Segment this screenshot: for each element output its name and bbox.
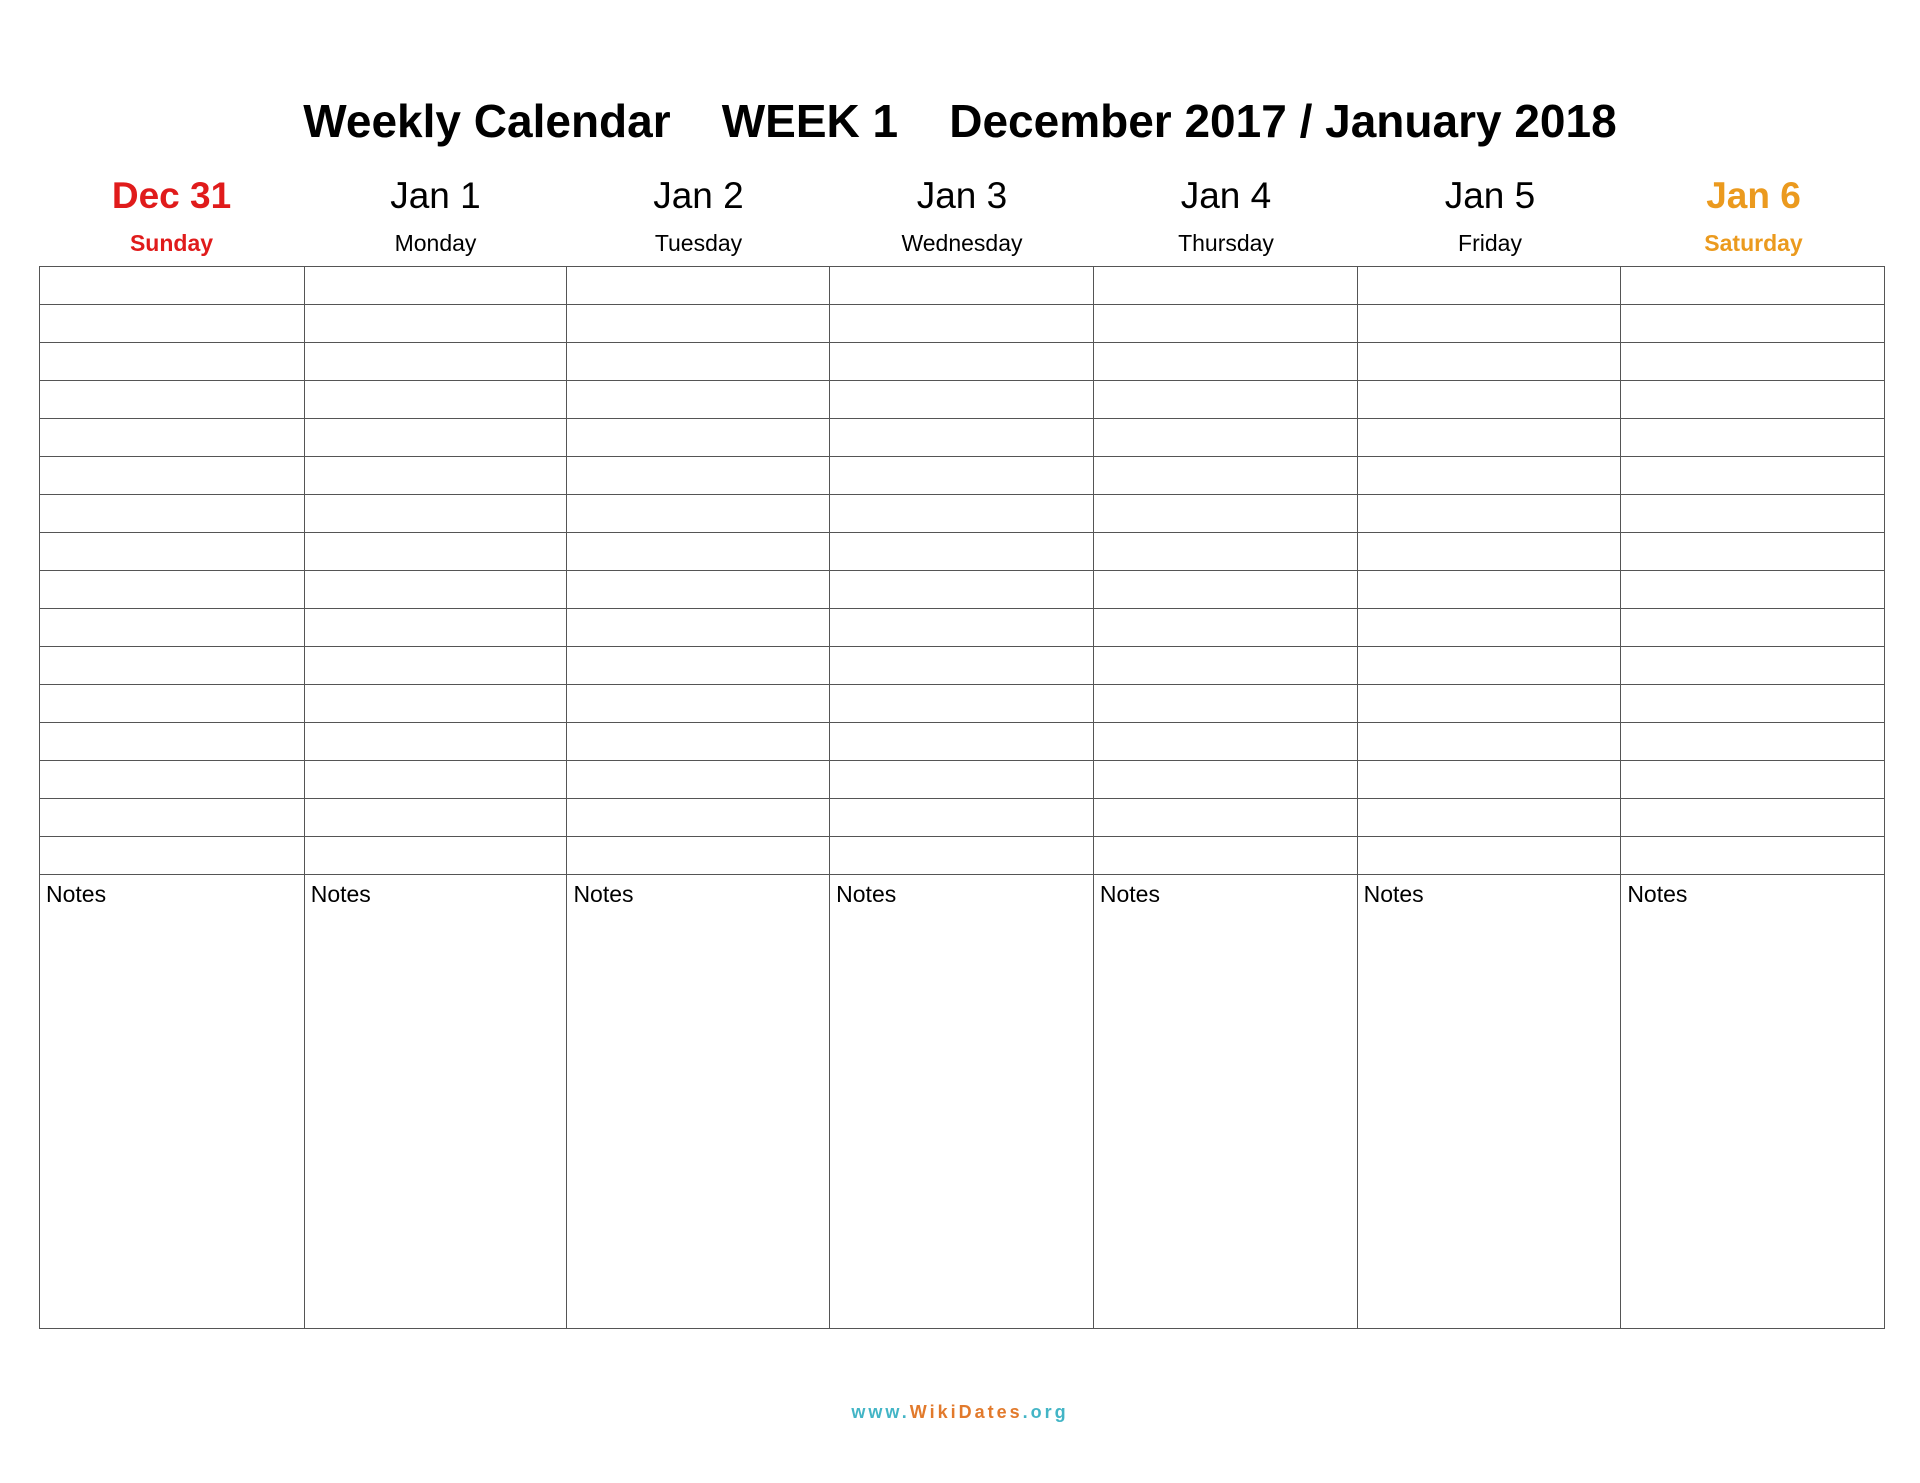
time-slot-cell[interactable] — [1621, 495, 1884, 533]
day-name: Monday — [394, 230, 477, 256]
day-column-sunday — [40, 267, 305, 1328]
time-slot-cell[interactable] — [305, 647, 567, 685]
day-column-thursday — [1094, 267, 1358, 1328]
time-slot-cell[interactable] — [1621, 305, 1884, 343]
day-date: Jan 3 — [916, 175, 1008, 216]
time-slot-cell[interactable] — [40, 609, 304, 647]
day-date: Dec 31 — [111, 175, 232, 216]
time-slot-cell[interactable] — [1358, 457, 1621, 495]
time-slot-cell[interactable] — [1358, 571, 1621, 609]
time-slot-cell[interactable] — [1621, 419, 1884, 457]
notes-label: Notes — [1363, 881, 1424, 907]
notes-label: Notes — [1627, 881, 1688, 907]
day-header-monday — [304, 176, 567, 266]
time-slot-cell[interactable] — [305, 495, 567, 533]
time-slot-cell[interactable] — [567, 609, 829, 647]
day-header-thursday — [1094, 176, 1358, 266]
day-date: Jan 6 — [1706, 175, 1801, 216]
time-slot-cell[interactable] — [305, 761, 567, 799]
day-column-monday — [305, 267, 568, 1328]
time-slot-cell[interactable] — [830, 761, 1093, 799]
notes-label: Notes — [310, 881, 371, 907]
time-slot-cell[interactable] — [567, 837, 829, 875]
day-column-friday — [1358, 267, 1622, 1328]
time-slot-cell[interactable] — [40, 799, 304, 837]
time-slot-cell[interactable] — [1094, 647, 1357, 685]
notes-cell[interactable] — [567, 875, 829, 1328]
time-slot-cell[interactable] — [40, 457, 304, 495]
day-date: Jan 4 — [1180, 175, 1272, 216]
time-slot-cell[interactable] — [1094, 799, 1357, 837]
day-date: Jan 2 — [653, 175, 744, 216]
footer-prefix: www. — [851, 1402, 910, 1422]
time-slot-cell[interactable] — [567, 761, 829, 799]
time-slot-cell[interactable] — [40, 647, 304, 685]
day-name: Saturday — [1704, 230, 1803, 256]
time-slot-cell[interactable] — [567, 533, 829, 571]
time-slot-cell[interactable] — [1094, 685, 1357, 723]
time-slot-cell[interactable] — [567, 457, 829, 495]
day-header-friday — [1358, 176, 1622, 266]
day-name: Tuesday — [654, 230, 743, 256]
time-slot-cell[interactable] — [567, 647, 829, 685]
day-header-wednesday — [830, 176, 1094, 266]
day-name: Thursday — [1178, 230, 1274, 256]
time-slot-cell[interactable] — [1358, 799, 1621, 837]
day-header-saturday — [1622, 176, 1885, 266]
time-slot-cell[interactable] — [830, 571, 1093, 609]
time-slot-cell[interactable] — [40, 419, 304, 457]
time-slot-cell[interactable] — [567, 305, 829, 343]
time-slot-cell[interactable] — [567, 685, 829, 723]
time-slot-cell[interactable] — [305, 685, 567, 723]
time-slot-cell[interactable] — [305, 305, 567, 343]
day-name: Sunday — [129, 230, 214, 256]
time-slot-cell[interactable] — [1094, 761, 1357, 799]
time-slot-cell[interactable] — [830, 305, 1093, 343]
time-slot-cell[interactable] — [1094, 457, 1357, 495]
time-slot-cell[interactable] — [1094, 837, 1357, 875]
time-slot-cell[interactable] — [830, 533, 1093, 571]
time-slot-cell[interactable] — [830, 419, 1093, 457]
time-slot-cell[interactable] — [830, 495, 1093, 533]
time-slot-cell[interactable] — [1621, 343, 1884, 381]
notes-cell[interactable] — [1621, 875, 1884, 1328]
time-slot-cell[interactable] — [1621, 457, 1884, 495]
time-slot-cell[interactable] — [830, 837, 1093, 875]
time-slot-cell[interactable] — [567, 381, 829, 419]
time-slot-cell[interactable] — [1094, 571, 1357, 609]
time-slot-cell[interactable] — [1621, 267, 1884, 305]
time-slot-cell[interactable] — [1358, 419, 1621, 457]
time-slot-cell[interactable] — [1094, 267, 1357, 305]
time-slot-cell[interactable] — [1358, 647, 1621, 685]
notes-cell[interactable] — [1358, 875, 1621, 1328]
time-slot-cell[interactable] — [1621, 609, 1884, 647]
time-slot-cell[interactable] — [830, 723, 1093, 761]
time-slot-cell[interactable] — [1358, 533, 1621, 571]
time-slot-cell[interactable] — [1621, 723, 1884, 761]
day-date: Jan 1 — [390, 175, 481, 216]
time-slot-cell[interactable] — [305, 609, 567, 647]
time-slot-cell[interactable] — [305, 457, 567, 495]
time-slot-cell[interactable] — [1358, 609, 1621, 647]
notes-cell[interactable] — [830, 875, 1093, 1328]
time-slot-cell[interactable] — [305, 837, 567, 875]
day-header-tuesday — [567, 176, 830, 266]
footer-suffix: .org — [1022, 1402, 1069, 1422]
time-slot-cell[interactable] — [567, 419, 829, 457]
time-slot-cell[interactable] — [305, 571, 567, 609]
time-slot-cell[interactable] — [1094, 533, 1357, 571]
time-slot-cell[interactable] — [1094, 609, 1357, 647]
time-slot-cell[interactable] — [1094, 723, 1357, 761]
time-slot-cell[interactable] — [40, 495, 304, 533]
day-column-saturday — [1621, 267, 1884, 1328]
time-slot-cell[interactable] — [305, 381, 567, 419]
time-slot-cell[interactable] — [305, 267, 567, 305]
day-column-tuesday — [567, 267, 830, 1328]
time-slot-cell[interactable] — [305, 723, 567, 761]
time-slot-cell[interactable] — [1621, 381, 1884, 419]
notes-label: Notes — [836, 881, 897, 907]
time-slot-cell[interactable] — [1094, 495, 1357, 533]
time-slot-cell[interactable] — [1621, 533, 1884, 571]
time-slot-cell[interactable] — [830, 457, 1093, 495]
time-slot-cell[interactable] — [1621, 799, 1884, 837]
site-footer[interactable] — [0, 1402, 1920, 1423]
time-slot-cell[interactable] — [40, 761, 304, 799]
time-slot-cell[interactable] — [567, 723, 829, 761]
time-slot-cell[interactable] — [1358, 761, 1621, 799]
time-slot-cell[interactable] — [1094, 381, 1357, 419]
notes-cell[interactable] — [305, 875, 567, 1328]
notes-cell[interactable] — [1094, 875, 1357, 1328]
time-slot-cell[interactable] — [305, 419, 567, 457]
time-slot-cell[interactable] — [830, 685, 1093, 723]
day-name: Friday — [1458, 230, 1522, 256]
page-title: Weekly Calendar WEEK 1 December 2017 / January 2018 — [303, 95, 1617, 147]
time-slot-cell[interactable] — [830, 609, 1093, 647]
time-slot-cell[interactable] — [40, 381, 304, 419]
time-slot-cell[interactable] — [830, 343, 1093, 381]
time-slot-cell[interactable] — [40, 267, 304, 305]
day-header-sunday — [39, 176, 304, 266]
time-slot-cell[interactable] — [1094, 419, 1357, 457]
time-slot-cell[interactable] — [40, 533, 304, 571]
day-column-wednesday — [830, 267, 1094, 1328]
time-slot-cell[interactable] — [1358, 305, 1621, 343]
time-slot-cell[interactable] — [1094, 305, 1357, 343]
notes-label: Notes — [1099, 881, 1160, 907]
time-slot-cell[interactable] — [1358, 343, 1621, 381]
time-slot-cell[interactable] — [305, 533, 567, 571]
time-slot-cell[interactable] — [40, 571, 304, 609]
notes-cell[interactable] — [40, 875, 304, 1328]
time-slot-cell[interactable] — [1358, 723, 1621, 761]
time-slot-cell[interactable] — [40, 685, 304, 723]
time-slot-cell[interactable] — [567, 343, 829, 381]
time-slot-cell[interactable] — [40, 343, 304, 381]
time-slot-cell[interactable] — [1621, 571, 1884, 609]
time-slot-cell[interactable] — [40, 305, 304, 343]
time-slot-cell[interactable] — [567, 799, 829, 837]
time-slot-cell[interactable] — [1094, 343, 1357, 381]
time-slot-cell[interactable] — [830, 267, 1093, 305]
time-slot-cell[interactable] — [1358, 495, 1621, 533]
time-slot-cell[interactable] — [1621, 647, 1884, 685]
time-slot-cell[interactable] — [830, 647, 1093, 685]
time-slot-cell[interactable] — [1358, 837, 1621, 875]
time-slot-cell[interactable] — [567, 571, 829, 609]
time-slot-cell[interactable] — [830, 381, 1093, 419]
time-slot-cell[interactable] — [567, 495, 829, 533]
time-slot-cell[interactable] — [40, 837, 304, 875]
notes-label: Notes — [46, 881, 107, 907]
time-slot-cell[interactable] — [305, 799, 567, 837]
day-name: Wednesday — [901, 230, 1023, 256]
time-slot-cell[interactable] — [1621, 837, 1884, 875]
time-slot-cell[interactable] — [305, 343, 567, 381]
notes-label: Notes — [573, 881, 634, 907]
time-slot-cell[interactable] — [1621, 761, 1884, 799]
day-date: Jan 5 — [1444, 175, 1536, 216]
time-slot-cell[interactable] — [1358, 381, 1621, 419]
footer-brand: WikiDates — [909, 1402, 1023, 1422]
time-slot-cell[interactable] — [567, 267, 829, 305]
day-header-row — [39, 176, 1885, 266]
time-slot-cell[interactable] — [830, 799, 1093, 837]
time-slot-cell[interactable] — [1621, 685, 1884, 723]
time-slot-cell[interactable] — [1358, 685, 1621, 723]
time-slot-cell[interactable] — [40, 723, 304, 761]
time-slot-cell[interactable] — [1358, 267, 1621, 305]
calendar-grid — [39, 266, 1885, 1329]
